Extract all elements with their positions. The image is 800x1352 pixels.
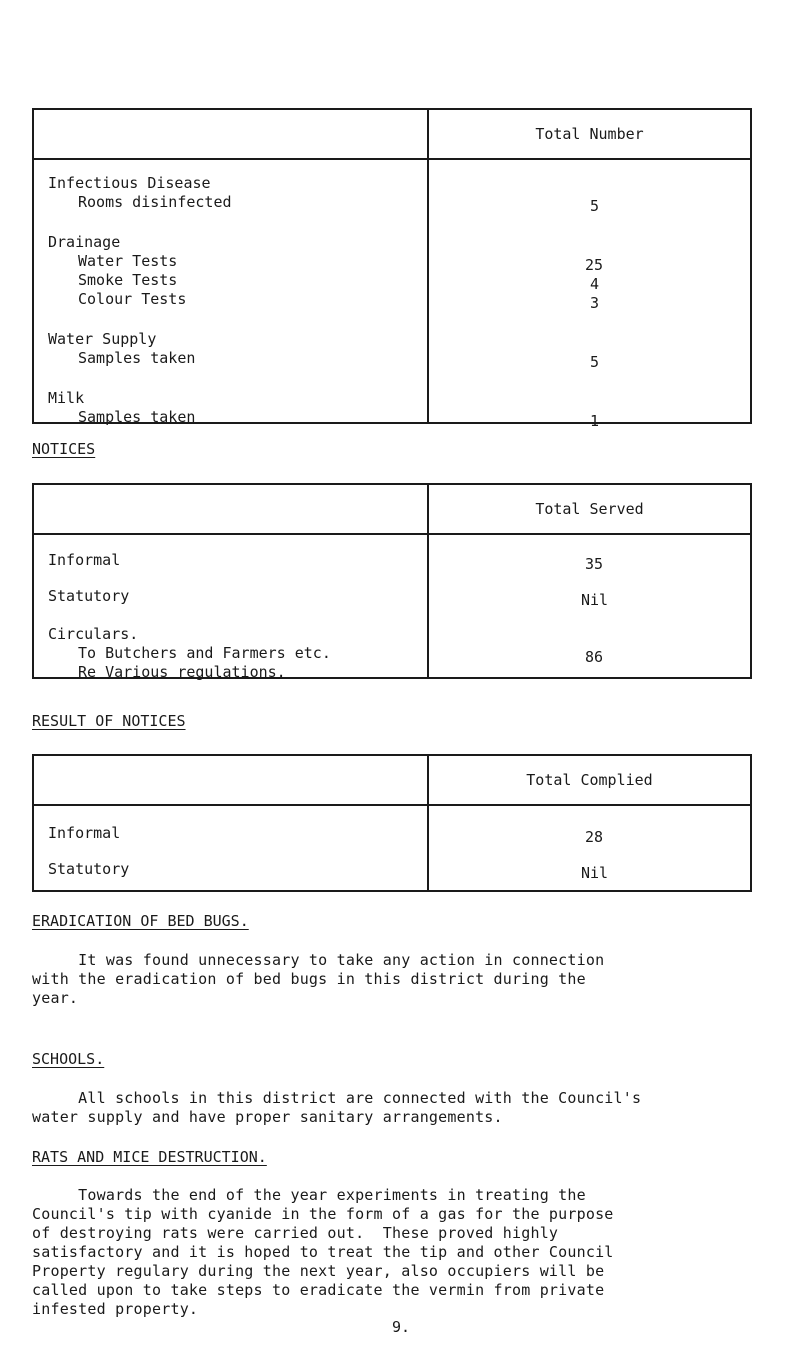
row-value: 4 bbox=[590, 275, 600, 293]
notices-values bbox=[428, 534, 751, 678]
sanitary-work-table bbox=[32, 108, 752, 430]
group-title: Infectious Disease bbox=[48, 174, 211, 192]
table1-labels bbox=[33, 159, 428, 426]
row-label: Informal bbox=[48, 824, 121, 842]
notices-header-blank bbox=[33, 484, 428, 534]
row-label: Samples taken bbox=[78, 349, 196, 367]
notices-header: Total Served bbox=[428, 484, 751, 534]
bed-bugs-paragraph bbox=[32, 951, 604, 1008]
paragraph-line: called upon to take steps to eradicate the vermin from private bbox=[32, 1281, 605, 1299]
row-label: Samples taken bbox=[78, 408, 196, 426]
notices-heading: NOTICES bbox=[32, 440, 96, 458]
row-label: Colour Tests bbox=[78, 290, 187, 308]
paragraph-line: Property regulary during the next year, also occupiers will be bbox=[32, 1262, 605, 1280]
page-number: 9. bbox=[392, 1318, 411, 1336]
table1-values bbox=[428, 159, 751, 430]
bed-bugs-heading: ERADICATION OF BED BUGS. bbox=[32, 912, 249, 930]
paragraph-line: Towards the end of the year experiments in treating the bbox=[32, 1186, 586, 1204]
schools-paragraph bbox=[32, 1089, 641, 1127]
paragraph-line: infested property. bbox=[32, 1300, 199, 1318]
paragraph-line: of destroying rats were carried out. These proved highly bbox=[32, 1224, 559, 1242]
row-value: 28 bbox=[585, 828, 604, 846]
group-title: Drainage bbox=[48, 233, 121, 251]
paragraph-line: with the eradication of bed bugs in this district during the bbox=[32, 970, 586, 988]
row-value: 35 bbox=[585, 555, 604, 573]
row-value: 86 bbox=[585, 648, 604, 666]
rats-heading: RATS AND MICE DESTRUCTION. bbox=[32, 1148, 267, 1166]
result-values bbox=[428, 805, 751, 891]
row-label: Informal bbox=[48, 551, 121, 569]
table1-header: Total Number bbox=[428, 109, 751, 159]
row-label: Re Various regulations. bbox=[78, 663, 286, 681]
result-labels bbox=[33, 805, 428, 891]
notices-table bbox=[32, 483, 752, 679]
row-value: 5 bbox=[590, 353, 600, 371]
group-title: Milk bbox=[48, 389, 85, 407]
row-value: Nil bbox=[581, 591, 609, 609]
row-label: Statutory bbox=[48, 860, 130, 878]
paragraph-line: It was found unnecessary to take any action in connection bbox=[32, 951, 605, 969]
result-header-blank bbox=[33, 755, 428, 805]
paragraph-line: water supply and have proper sanitary arrangements. bbox=[32, 1108, 503, 1126]
row-value: Nil bbox=[581, 864, 609, 882]
row-value: 5 bbox=[590, 197, 600, 215]
group-title: Water Supply bbox=[48, 330, 157, 348]
row-value: 1 bbox=[590, 412, 600, 430]
row-value: 25 bbox=[585, 256, 604, 274]
schools-heading: SCHOOLS. bbox=[32, 1050, 105, 1068]
row-label: Circulars. bbox=[48, 625, 139, 643]
result-header: Total Complied bbox=[428, 755, 751, 805]
row-label: Water Tests bbox=[78, 252, 178, 270]
paragraph-line: satisfactory and it is hoped to treat the tip and other Council bbox=[32, 1243, 614, 1261]
rats-paragraph bbox=[32, 1186, 614, 1319]
row-label: To Butchers and Farmers etc. bbox=[78, 644, 331, 662]
row-label: Statutory bbox=[48, 587, 130, 605]
row-value: 3 bbox=[590, 294, 600, 312]
row-label: Rooms disinfected bbox=[78, 193, 232, 211]
paragraph-line: Council's tip with cyanide in the form of a gas for the purpose bbox=[32, 1205, 614, 1223]
result-table bbox=[32, 754, 752, 892]
paragraph-line: All schools in this district are connected with the Council's bbox=[32, 1089, 642, 1107]
row-label: Smoke Tests bbox=[78, 271, 178, 289]
notices-labels bbox=[33, 534, 428, 681]
paragraph-line: year. bbox=[32, 989, 79, 1007]
table1-header-blank bbox=[33, 109, 428, 159]
result-heading: RESULT OF NOTICES bbox=[32, 712, 186, 730]
